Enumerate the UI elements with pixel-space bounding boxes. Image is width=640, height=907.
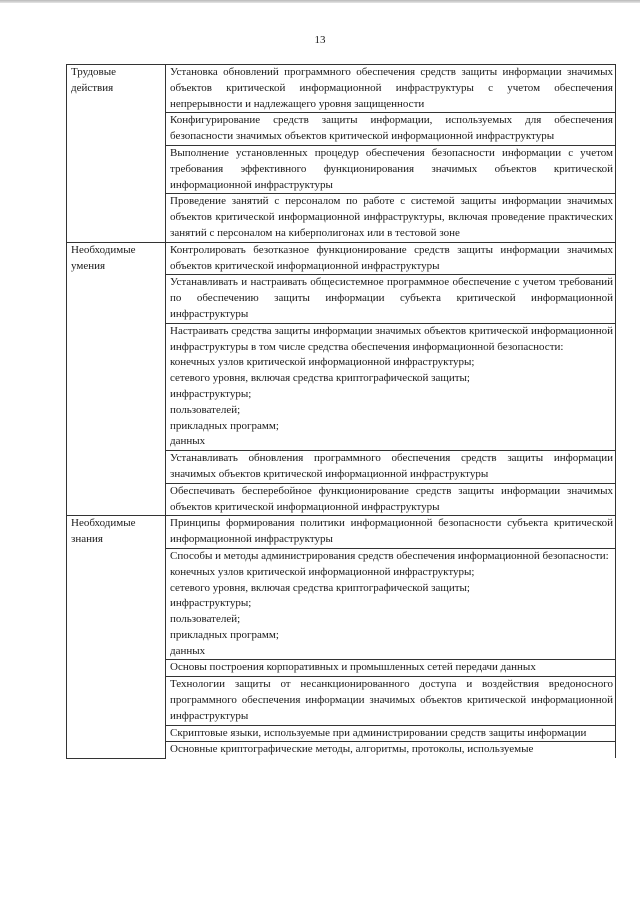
- description-cell: Конфигурирование средств защиты информации, используемых для обеспечения безопасности значимых объектов критической информационной инфраструктуры: [166, 113, 616, 146]
- list-item: прикладных программ;: [170, 628, 279, 641]
- list-item: конечных узлов критической информационной инфраструктуры;: [170, 565, 475, 578]
- description-cell-with-list: [166, 323, 616, 450]
- list-item: сетевого уровня, включая средства криптографической защиты;: [170, 372, 470, 385]
- description-cell: Контролировать безотказное функционирование средств защиты информации значимых объектов критической информационной инфраструктуры: [166, 242, 616, 275]
- description-cell: Устанавливать обновления программного обеспечения средств защиты информации значимых объектов критической информационной инфраструктуры: [166, 451, 616, 484]
- description-cell-continued: Основные криптографические методы, алгоритмы, протоколы, используемые: [166, 742, 616, 758]
- table-row: [67, 242, 616, 275]
- description-cell-with-list: [166, 548, 616, 660]
- list-item: сетевого уровня, включая средства криптографической защиты;: [170, 581, 470, 594]
- description-cell: Скриптовые языки, используемые при администрировании средств защиты информации: [166, 725, 616, 742]
- list-item: пользователей;: [170, 613, 241, 626]
- table-row: [67, 65, 616, 113]
- section-label-labor-actions: Трудовые действия: [67, 65, 166, 243]
- list-item: пользователей;: [170, 403, 241, 416]
- description-cell: Установка обновлений программного обеспечения средств защиты информации значимых объектов критической информационной инфраструктуры с учетом обеспечения непрерывности и надлежащего уровня защищенности: [166, 65, 616, 113]
- description-cell: Технологии защиты от несанкционированного доступа и воздействия вредоносного программного обеспечения информации значимых объектов критической информационной инфраструктуры: [166, 677, 616, 725]
- description-cell: Обеспечивать бесперебойное функционирование средств защиты информации значимых объектов критической информационной инфраструктуры: [166, 483, 616, 516]
- description-cell: Проведение занятий с персоналом по работе с системой защиты информации значимых объектов критической информационной инфраструктуры, включая проведение практических занятий с персоналом на киберполигонах или в тестовой зоне: [166, 194, 616, 242]
- list-item: прикладных программ;: [170, 419, 279, 432]
- competency-table: [66, 64, 616, 759]
- section-label-required-knowledge: Необходимые знания: [67, 516, 166, 758]
- description-cell: Основы построения корпоративных и промышленных сетей передачи данных: [166, 660, 616, 677]
- description-cell: Принципы формирования политики информационной безопасности субъекта критической информационной инфраструктуры: [166, 516, 616, 549]
- table-row: [67, 516, 616, 549]
- list-item: инфраструктуры;: [170, 597, 252, 610]
- section-label-required-skills: Необходимые умения: [67, 242, 166, 516]
- list-item: данных: [170, 644, 206, 657]
- description-text: Настраивать средства защиты информации значимых объектов критической информационной инфраструктуры в том числе средства обеспечения информационной безопасности:: [170, 324, 613, 353]
- list-item: инфраструктуры;: [170, 387, 252, 400]
- scan-top-edge: [0, 0, 640, 3]
- description-cell: Устанавливать и настраивать общесистемное программное обеспечение с учетом требований по обеспечению защиты информации субъекта критической информационной инфраструктуры: [166, 275, 616, 323]
- description-cell: Выполнение установленных процедур обеспечения безопасности информации с учетом требования эффективного функционирования значимых объектов критической информационной инфраструктуры: [166, 145, 616, 193]
- page-number: 13: [314, 34, 326, 46]
- list-item: конечных узлов критической информационной инфраструктуры;: [170, 356, 475, 369]
- description-text: Способы и методы администрирования средств обеспечения информационной безопасности:: [170, 549, 609, 562]
- list-item: данных: [170, 435, 206, 448]
